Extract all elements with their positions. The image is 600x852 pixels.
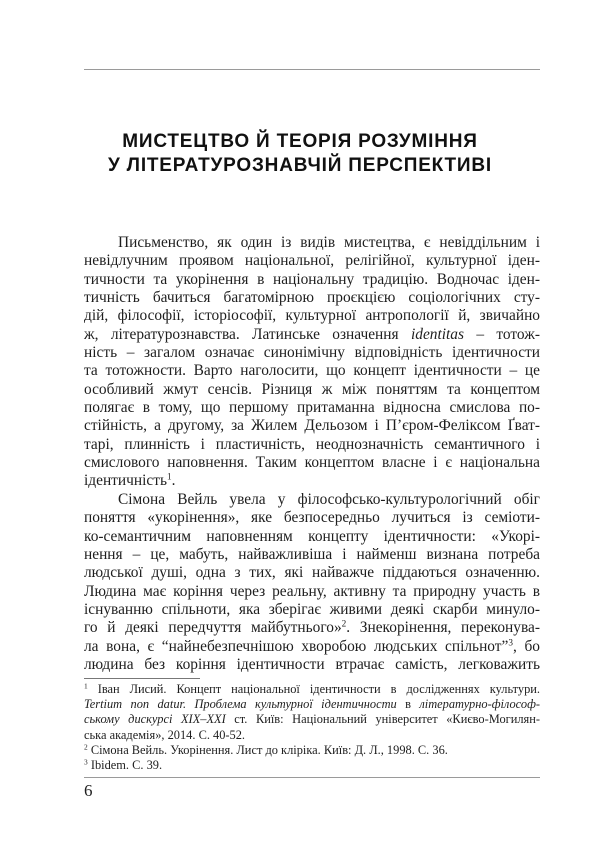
chapter-title-line-2: У ЛІТЕРАТУРОЗНАВЧІЙ ПЕРСПЕКТИВІ	[107, 155, 492, 176]
body-line	[84, 417, 540, 435]
footnote-line	[84, 697, 540, 712]
body-line	[84, 271, 540, 289]
body-line	[84, 491, 540, 509]
footnote-separator	[84, 678, 200, 679]
page-number: 6	[84, 781, 93, 800]
body-line	[84, 381, 540, 399]
body-line	[84, 454, 540, 472]
text-segment: Іван Лисий. Концепт національної ідентичности в дослідженнях культури.	[87, 682, 540, 696]
body-line	[84, 344, 540, 362]
footnote-line	[84, 743, 540, 758]
text-segment: особливий жмут сенсів. Різниця ж між поняттям та концептом	[84, 380, 540, 398]
text-segment: тичність бачиться багатомірною проєкцією соціологічних сту-	[84, 289, 540, 307]
body-line	[84, 638, 540, 656]
body-line	[84, 436, 540, 454]
body-line	[84, 564, 540, 582]
body-line	[84, 656, 540, 674]
text-segment: тарі, плинність і пластичність, неоднозначність семантичного і	[84, 435, 540, 453]
body-line	[84, 583, 540, 601]
footnote-reference: 2	[341, 618, 347, 629]
text-segment: ідентичність	[84, 472, 167, 490]
footnote-reference: 2	[84, 742, 88, 752]
text-segment: го й деякі передчуття майбутнього»	[84, 619, 342, 637]
body-text	[84, 234, 540, 674]
body-line	[84, 528, 540, 546]
text-segment: тичности та укорінення в національну традицію. Водночас іден-	[84, 270, 540, 288]
footnote-line	[84, 712, 540, 727]
footnote-reference: 3	[84, 757, 88, 767]
footnotes	[84, 682, 540, 773]
text-segment: Сімона Вейль. Укорінення. Лист до кліріка. Київ: Д. Л., 1998. С. 36.	[87, 742, 448, 757]
body-line	[84, 326, 540, 344]
footnote-line	[84, 682, 540, 697]
body-line	[84, 601, 540, 619]
text-segment: нення – це, мабуть, найважливіша і найменш визнана потреба	[84, 545, 540, 563]
footnote-reference: 1	[84, 681, 88, 691]
text-segment: існуванню спільноти, яка зберігає живими деякі скарби минуло-	[84, 600, 540, 618]
footnote-reference: 1	[166, 471, 172, 482]
body-line	[84, 234, 540, 252]
text-segment: Письменство, як один із видів мистецтва, є невіддільним і	[118, 234, 540, 251]
body-line	[84, 362, 540, 380]
body-line	[84, 619, 540, 637]
text-segment: , бо	[512, 637, 540, 655]
text-segment: ська академія», 2014. С. 40-52.	[84, 727, 246, 742]
text-segment: в	[396, 697, 420, 712]
text-segment: дій, філософії, історіософії, культурної антропології й, звичайно	[84, 307, 540, 325]
body-line	[84, 399, 540, 417]
text-segment: Ibidem. С. 39.	[87, 757, 163, 772]
body-line	[84, 472, 540, 490]
text-segment: полягає в тому, що першому притаманна відносна смислова по-	[84, 399, 540, 417]
body-line	[84, 307, 540, 325]
body-line	[84, 509, 540, 527]
text-segment: ст. Київ: Національний університет «Києво-Могилян-	[225, 712, 540, 727]
text-segment: та тотожности. Варто наголосити, що концепт ідентичности – це	[84, 362, 540, 380]
text-segment: – тотож-	[463, 325, 540, 343]
text-segment: ж, літературознавства. Латинське означення	[84, 325, 411, 343]
text-segment: ко-семантичним наповненням концепту ідентичности: «Укорі-	[84, 527, 540, 545]
text-segment: ла вона, є “найнебезпечнішою хворобою людських спільнот”	[84, 637, 509, 655]
body-line	[84, 252, 540, 270]
chapter-title-line-1: МИСТЕЦТВО Й ТЕОРІЯ РОЗУМІННЯ	[122, 131, 478, 152]
text-segment: .	[171, 472, 176, 490]
text-segment: невідлучним проявом національної, релігійної, культурної іден-	[84, 252, 540, 270]
italic-text: identitas	[410, 325, 464, 343]
header-rule	[84, 69, 540, 70]
footnote-line	[84, 758, 540, 773]
footnote-line	[84, 728, 540, 743]
text-segment: Сімона Вейль увела у філософсько-культурологічний обіг	[118, 490, 540, 508]
text-segment: людської душі, одна з тих, які найважче піддаються означенню.	[84, 564, 540, 582]
body-line	[84, 546, 540, 564]
text-segment: людина без коріння ідентичности втрачає самість, легковажить	[84, 655, 540, 673]
body-line	[84, 289, 540, 307]
text-segment: . Знекорінення, переконува-	[346, 619, 540, 637]
italic-text: ському дискурсі XIX–XXI	[84, 712, 226, 727]
italic-text: літературно-філософ-	[419, 697, 540, 712]
chapter-title	[0, 130, 600, 178]
footer-rule	[84, 777, 540, 778]
text-segment: Людина має коріння через реальну, активну та природну участь в	[84, 582, 540, 600]
text-segment: поняття «укорінення», яке безпосередньо лучиться із семіоти-	[84, 509, 540, 527]
text-segment: ність – загалом означає синонімічну відповідність ідентичности	[84, 344, 540, 362]
italic-text: Tertium non datur. Проблема культурної ідентичности	[84, 697, 397, 712]
footnote-reference: 3	[508, 637, 513, 648]
text-segment: смислового наповнення. Таким концептом власне і є національна	[84, 454, 540, 472]
text-segment: стійність, а другому, за Жилем Дельозом і П’єром-Феліксом Ґват-	[84, 417, 540, 435]
